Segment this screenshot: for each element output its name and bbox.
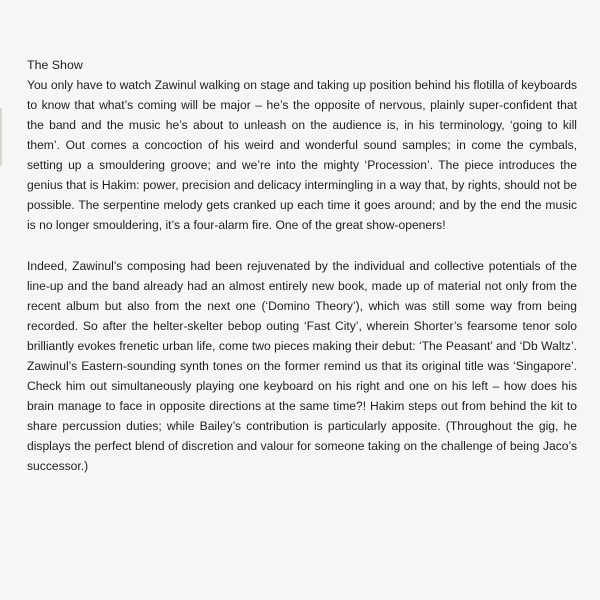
document-body	[27, 55, 577, 476]
section-heading: The Show	[27, 58, 83, 72]
paragraph-1: You only have to watch Zawinul walking on stage and taking up position behind his flotilla of keyboards to know that what’s coming will be major – he’s the opposite of nervous, plainly super-confident that the band and the music he’s about to unleash on the audience is, in his terminology, ‘going to kill them’. Out comes a concoction of his weird and wonderful sound samples; in come the cymbals, setting up a smouldering groove; and we’re into the mighty ‘Procession’. The piece introduces the genius that is Hakim: power, precision and delicacy intermingling in a way that, by rights, should not be possible. The serpentine melody gets cranked up each time it goes around; and by the end the music is no longer smouldering, it’s a four-alarm fire. One of the great show-openers!	[27, 78, 577, 232]
paragraph-2: Indeed, Zawinul’s composing had been rejuvenated by the individual and collective potentials of the line-up and the band already had an almost entirely new book, made up of material not only from the recent album but also from the next one (‘Domino Theory’), which was still some way from being recorded. So after the helter-skelter bebop outing ‘Fast City’, wherein Shorter’s fearsome tenor solo brilliantly evokes frenetic urban life, come two pieces making their debut: ‘The Peasant’ and ‘Db Waltz’. Zawinul’s Eastern-sounding synth tones on the former remind us that its original title was ‘Singapore’. Check him out simultaneously playing one keyboard on his right and one on his left – how does his brain manage to face in opposite directions at the same time?! Hakim steps out from behind the kit to share percussion duties; while Bailey’s contribution is particularly apposite. (Throughout the gig, he displays the perfect blend of discretion and valour for someone taking on the challenge of being Jaco’s successor.)	[27, 259, 577, 473]
scan-edge-mark	[0, 108, 2, 166]
